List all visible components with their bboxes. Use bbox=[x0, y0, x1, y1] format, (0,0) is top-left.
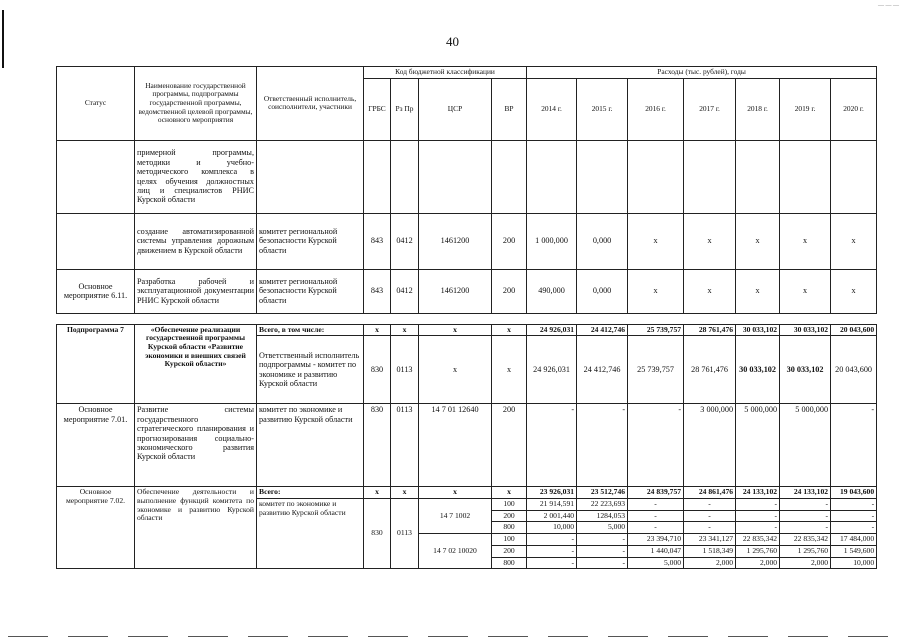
m702-val: - bbox=[684, 498, 736, 510]
m702-total-val: 24 133,102 bbox=[736, 487, 780, 499]
x-mark: х bbox=[419, 336, 492, 404]
budget-table bbox=[56, 66, 877, 569]
m702-vr: 800 bbox=[492, 522, 527, 534]
m611-val: х bbox=[780, 269, 831, 313]
m701-grbs: 830 bbox=[364, 404, 391, 487]
auto-val: 1 000,000 bbox=[527, 213, 577, 269]
m702-val: 10,000 bbox=[831, 557, 877, 569]
m701-val: 5 000,000 bbox=[780, 404, 831, 487]
m702-val: 1 295,760 bbox=[736, 545, 780, 557]
separator-row bbox=[57, 313, 877, 324]
x-mark: х bbox=[492, 336, 527, 404]
m702-vr: 200 bbox=[492, 545, 527, 557]
m701-rzpr: 0113 bbox=[391, 404, 419, 487]
m702-val: - bbox=[527, 534, 577, 546]
auto-val: х bbox=[628, 213, 684, 269]
m611-csr: 1461200 bbox=[419, 269, 492, 313]
m702-val: 23 394,710 bbox=[628, 534, 684, 546]
m701-status: Основное мероприятие 7.01. bbox=[57, 404, 135, 487]
m702-val: 23 341,127 bbox=[684, 534, 736, 546]
m611-grbs: 843 bbox=[364, 269, 391, 313]
m702-vr: 200 bbox=[492, 510, 527, 522]
m702-rzpr: 0113 bbox=[391, 498, 419, 568]
p7-resp: Ответственный исполнитель подпрограммы - комитет по экономике и развитию Курской области bbox=[257, 336, 364, 404]
scan-bottom-line bbox=[8, 636, 897, 637]
m702-val: 1 518,349 bbox=[684, 545, 736, 557]
m702-name: Обеспечение деятельности и выполнение функций комитета по экономике и развитию Курской области bbox=[135, 487, 257, 569]
m702-csr: 14 7 1002 bbox=[419, 498, 492, 533]
p7-val: 28 761,476 bbox=[684, 336, 736, 404]
m702-val: 2 001,440 bbox=[527, 510, 577, 522]
m702-val: 5,000 bbox=[628, 557, 684, 569]
header-responsible: Ответственный исполнитель, соисполнители, участники bbox=[257, 67, 364, 141]
scan-top-marks: — — — bbox=[878, 3, 899, 9]
header-status: Статус bbox=[57, 67, 135, 141]
m702-val: 1284,053 bbox=[577, 510, 628, 522]
auto-rzpr: 0412 bbox=[391, 213, 419, 269]
header-year: 2017 г. bbox=[684, 78, 736, 140]
m702-vr: 800 bbox=[492, 557, 527, 569]
m611-val: х bbox=[684, 269, 736, 313]
x-mark: х bbox=[492, 324, 527, 336]
m702-total-val: 19 043,600 bbox=[831, 487, 877, 499]
m702-vr: 100 bbox=[492, 534, 527, 546]
header-expenses: Расходы (тыс. рублей), годы bbox=[527, 67, 877, 79]
m702-val: 1 440,047 bbox=[628, 545, 684, 557]
m702-val: - bbox=[780, 522, 831, 534]
m701-csr: 14 7 01 12640 bbox=[419, 404, 492, 487]
p7-total-val: 24 926,031 bbox=[527, 324, 577, 336]
m702-val: - bbox=[780, 510, 831, 522]
x-mark: х bbox=[391, 487, 419, 499]
p7-rzpr: 0113 bbox=[391, 336, 419, 404]
header-vr: ВР bbox=[492, 78, 527, 140]
x-mark: х bbox=[419, 487, 492, 499]
m702-total-label: Всего: bbox=[257, 487, 364, 499]
p7-total-val: 28 761,476 bbox=[684, 324, 736, 336]
m702-val: 22 223,693 bbox=[577, 498, 628, 510]
m702-val: - bbox=[831, 510, 877, 522]
m702-total-val: 23 926,031 bbox=[527, 487, 577, 499]
auto-resp: комитет региональной безопасности Курской области bbox=[257, 213, 364, 269]
m702-val: - bbox=[831, 522, 877, 534]
auto-grbs: 843 bbox=[364, 213, 391, 269]
header-rzpr: Рз Пр bbox=[391, 78, 419, 140]
header-year: 2014 г. bbox=[527, 78, 577, 140]
m701-val: - bbox=[831, 404, 877, 487]
p7-total-val: 20 043,600 bbox=[831, 324, 877, 336]
table-row bbox=[57, 213, 877, 269]
x-mark: х bbox=[364, 324, 391, 336]
m702-val: 1 549,600 bbox=[831, 545, 877, 557]
m611-val: 490,000 bbox=[527, 269, 577, 313]
m702-val: - bbox=[736, 510, 780, 522]
table-row bbox=[57, 487, 877, 499]
m702-val: 2,000 bbox=[736, 557, 780, 569]
m702-total-val: 24 839,757 bbox=[628, 487, 684, 499]
m702-val: 1 295,760 bbox=[780, 545, 831, 557]
m701-val: - bbox=[628, 404, 684, 487]
m701-val: 3 000,000 bbox=[684, 404, 736, 487]
p7-status: Подпрограмма 7 bbox=[57, 324, 135, 404]
p7-val: 25 739,757 bbox=[628, 336, 684, 404]
m611-vr: 200 bbox=[492, 269, 527, 313]
header-year: 2020 г. bbox=[831, 78, 877, 140]
table-row bbox=[57, 404, 877, 487]
p7-total-val: 30 033,102 bbox=[736, 324, 780, 336]
m611-val: 0,000 bbox=[577, 269, 628, 313]
m611-status: Основное мероприятие 6.11. bbox=[57, 269, 135, 313]
header-year: 2018 г. bbox=[736, 78, 780, 140]
auto-csr: 1461200 bbox=[419, 213, 492, 269]
header-row-1 bbox=[57, 67, 877, 79]
p7-total-label: Всего, в том числе: bbox=[257, 324, 364, 336]
m702-val: - bbox=[831, 498, 877, 510]
m702-val: - bbox=[736, 522, 780, 534]
m702-grbs: 830 bbox=[364, 498, 391, 568]
p7-val: 24 412,746 bbox=[577, 336, 628, 404]
p7-val: 30 033,102 bbox=[736, 336, 780, 404]
m702-resp: комитет по экономике и развитию Курской области bbox=[257, 498, 364, 568]
m702-val: - bbox=[577, 557, 628, 569]
header-year: 2019 г. bbox=[780, 78, 831, 140]
m702-val: - bbox=[577, 534, 628, 546]
m702-val: - bbox=[628, 522, 684, 534]
table-row bbox=[57, 140, 877, 213]
m702-val: 10,000 bbox=[527, 522, 577, 534]
m701-val: 5 000,000 bbox=[736, 404, 780, 487]
m702-total-val: 24 133,102 bbox=[780, 487, 831, 499]
p7-val: 24 926,031 bbox=[527, 336, 577, 404]
m611-val: х bbox=[628, 269, 684, 313]
m702-val: - bbox=[684, 510, 736, 522]
auto-val: х bbox=[684, 213, 736, 269]
m702-val: 2,000 bbox=[780, 557, 831, 569]
p7-val: 20 043,600 bbox=[831, 336, 877, 404]
m702-val: - bbox=[527, 545, 577, 557]
cont-name: примерной программы, методики и учебно-методического комплекса в целях обучения должностных лиц и специалистов РНИС Курской области bbox=[135, 140, 257, 213]
header-name: Наименование государственной программы, подпрограммы государственной программы, ведомственной целевой программы, основного мероприятия bbox=[135, 67, 257, 141]
m702-val: 22 835,342 bbox=[780, 534, 831, 546]
m702-total-val: 24 861,476 bbox=[684, 487, 736, 499]
m611-rzpr: 0412 bbox=[391, 269, 419, 313]
m702-val: 17 484,000 bbox=[831, 534, 877, 546]
m702-val: - bbox=[628, 510, 684, 522]
m701-resp: комитет по экономике и развитию Курской области bbox=[257, 404, 364, 487]
header-year: 2015 г. bbox=[577, 78, 628, 140]
m702-val: 22 835,342 bbox=[736, 534, 780, 546]
m701-val: - bbox=[577, 404, 628, 487]
m702-val: - bbox=[780, 498, 831, 510]
p7-total-val: 25 739,757 bbox=[628, 324, 684, 336]
auto-val: х bbox=[831, 213, 877, 269]
m702-status: Основное мероприятие 7.02. bbox=[57, 487, 135, 569]
m702-val: - bbox=[527, 557, 577, 569]
x-mark: х bbox=[492, 487, 527, 499]
m702-val: - bbox=[628, 498, 684, 510]
m702-val: - bbox=[736, 498, 780, 510]
x-mark: х bbox=[364, 487, 391, 499]
p7-grbs: 830 bbox=[364, 336, 391, 404]
auto-val: 0,000 bbox=[577, 213, 628, 269]
m611-resp: комитет региональной безопасности Курской области bbox=[257, 269, 364, 313]
p7-val: 30 033,102 bbox=[780, 336, 831, 404]
m702-val: - bbox=[577, 545, 628, 557]
p7-name: «Обеспечение реализации государственной программы Курской области «Развитие экономики и внешних связей Курской области» bbox=[135, 324, 257, 404]
m702-val: 5,000 bbox=[577, 522, 628, 534]
auto-vr: 200 bbox=[492, 213, 527, 269]
x-mark: х bbox=[419, 324, 492, 336]
header-year: 2016 г. bbox=[628, 78, 684, 140]
m701-val: - bbox=[527, 404, 577, 487]
header-csr: ЦСР bbox=[419, 78, 492, 140]
m611-name: Разработка рабочей и эксплуатационной документации РНИС Курской области bbox=[135, 269, 257, 313]
x-mark: х bbox=[391, 324, 419, 336]
m701-name: Развитие системы государственного стратегического планирования и прогнозирования социально-экономического развития Курской области bbox=[135, 404, 257, 487]
header-grbs: ГРБС bbox=[364, 78, 391, 140]
page-number: 40 bbox=[446, 34, 459, 49]
table-row bbox=[57, 269, 877, 313]
p7-total-val: 30 033,102 bbox=[780, 324, 831, 336]
m702-csr: 14 7 02 10020 bbox=[419, 534, 492, 569]
m611-val: х bbox=[736, 269, 780, 313]
m611-val: х bbox=[831, 269, 877, 313]
m702-val: 2,000 bbox=[684, 557, 736, 569]
header-kbk: Код бюджетной классификации bbox=[364, 67, 527, 79]
m702-vr: 100 bbox=[492, 498, 527, 510]
auto-val: х bbox=[780, 213, 831, 269]
m702-val: 21 914,591 bbox=[527, 498, 577, 510]
auto-val: х bbox=[736, 213, 780, 269]
m702-total-val: 23 512,746 bbox=[577, 487, 628, 499]
m701-vr: 200 bbox=[492, 404, 527, 487]
p7-total-val: 24 412,746 bbox=[577, 324, 628, 336]
m702-val: - bbox=[684, 522, 736, 534]
table-row bbox=[57, 324, 877, 336]
auto-name: создание автоматизированной системы управления дорожным движением в Курской области bbox=[135, 213, 257, 269]
